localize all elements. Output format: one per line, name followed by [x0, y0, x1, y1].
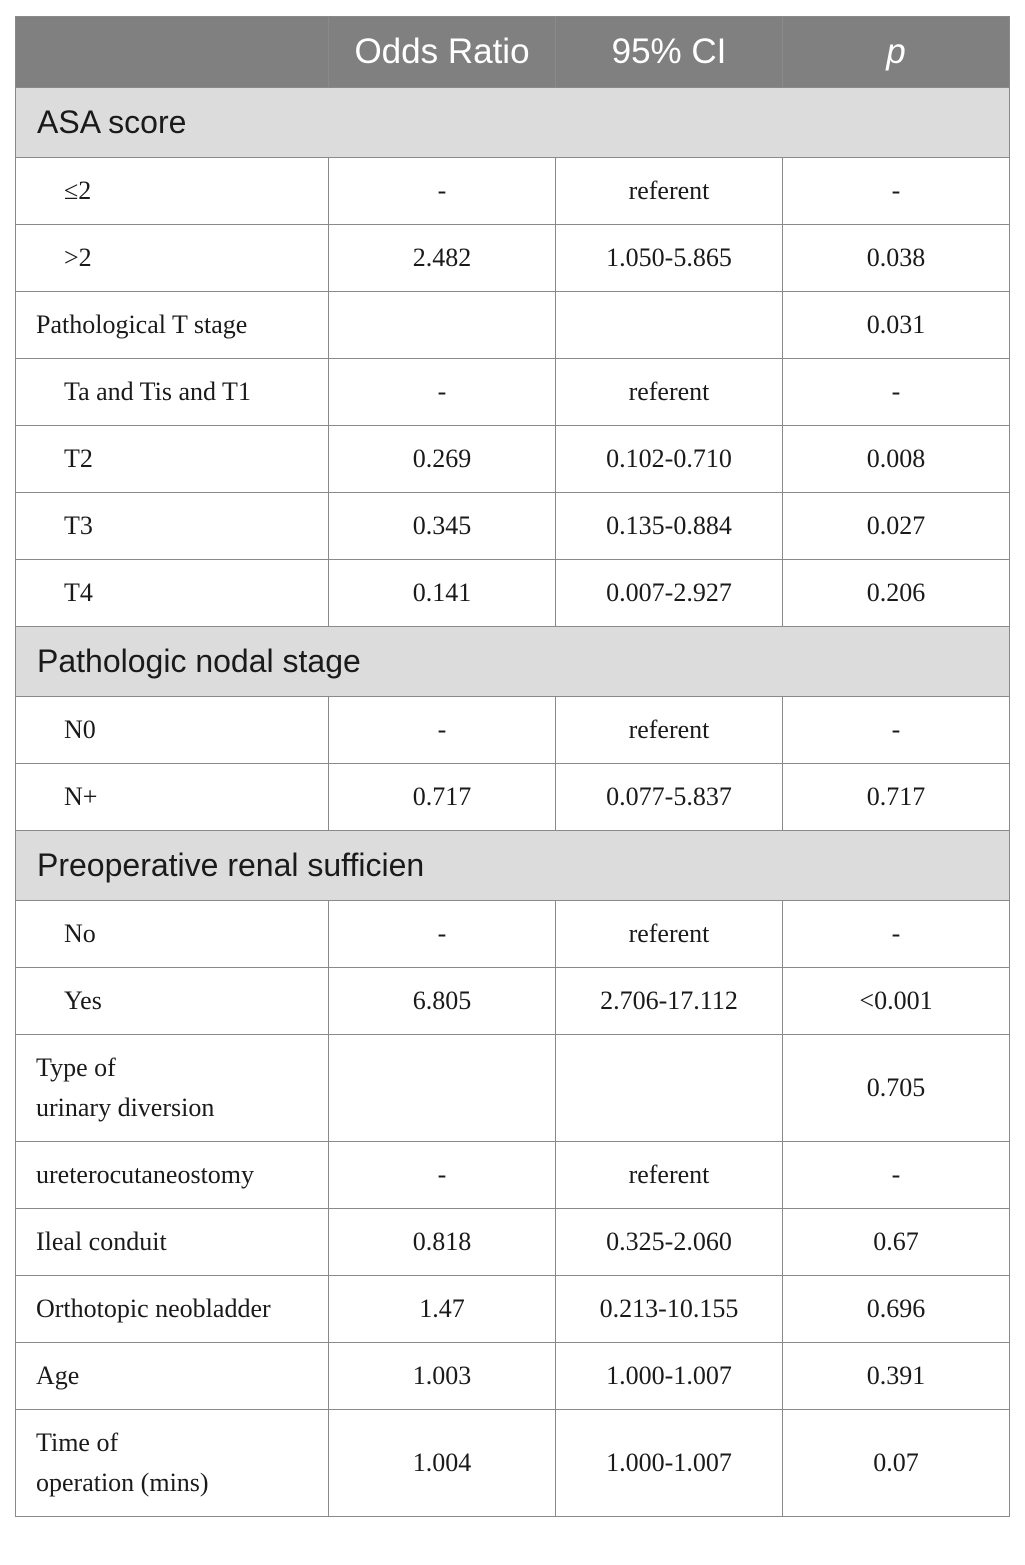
row-label: T4 — [16, 560, 329, 627]
ci-cell: 0.325-2.060 — [556, 1209, 783, 1276]
row-label: Yes — [16, 968, 329, 1035]
section-label: Preoperative renal sufficien — [16, 831, 1010, 901]
row-label: Ta and Tis and T1 — [16, 359, 329, 426]
ci-cell: 1.000-1.007 — [556, 1343, 783, 1410]
table-row — [16, 225, 1010, 292]
odds-ratio-cell: 1.47 — [329, 1276, 556, 1343]
ci-cell — [556, 292, 783, 359]
ci-cell: referent — [556, 158, 783, 225]
p-value-cell: 0.67 — [783, 1209, 1010, 1276]
row-label — [16, 1410, 329, 1517]
ci-cell: referent — [556, 697, 783, 764]
table-row — [16, 158, 1010, 225]
p-value-cell: - — [783, 697, 1010, 764]
p-value-cell: 0.391 — [783, 1343, 1010, 1410]
table-row — [16, 1410, 1010, 1517]
header-odds-ratio: Odds Ratio — [329, 17, 556, 88]
row-label: T3 — [16, 493, 329, 560]
row-label: Orthotopic neobladder — [16, 1276, 329, 1343]
row-label: N0 — [16, 697, 329, 764]
ci-cell: 1.000-1.007 — [556, 1410, 783, 1517]
table-row — [16, 901, 1010, 968]
row-label: >2 — [16, 225, 329, 292]
row-label — [16, 1035, 329, 1142]
row-label-line: operation (mins) — [36, 1468, 209, 1497]
section-label: ASA score — [16, 88, 1010, 158]
table-row — [16, 1142, 1010, 1209]
ci-cell: referent — [556, 901, 783, 968]
table-row — [16, 1209, 1010, 1276]
odds-ratio-cell: 2.482 — [329, 225, 556, 292]
table-row — [16, 1343, 1010, 1410]
row-label-line: Time of — [36, 1428, 119, 1457]
odds-ratio-cell: - — [329, 1142, 556, 1209]
table-row — [16, 1276, 1010, 1343]
table-header-row — [16, 17, 1010, 88]
table-row — [16, 1035, 1010, 1142]
ci-cell: 0.077-5.837 — [556, 764, 783, 831]
ci-cell: 1.050-5.865 — [556, 225, 783, 292]
row-label: Age — [16, 1343, 329, 1410]
p-value-cell: <0.001 — [783, 968, 1010, 1035]
odds-ratio-cell: 6.805 — [329, 968, 556, 1035]
odds-ratio-cell: 0.717 — [329, 764, 556, 831]
p-value-cell: 0.717 — [783, 764, 1010, 831]
table-row — [16, 560, 1010, 627]
section-header-row — [16, 831, 1010, 901]
table-row — [16, 697, 1010, 764]
odds-ratio-cell: 0.269 — [329, 426, 556, 493]
row-label: Pathological T stage — [16, 292, 329, 359]
row-label: T2 — [16, 426, 329, 493]
p-value-cell: 0.027 — [783, 493, 1010, 560]
ci-cell: 0.135-0.884 — [556, 493, 783, 560]
odds-ratio-cell: 1.003 — [329, 1343, 556, 1410]
p-value-cell: 0.031 — [783, 292, 1010, 359]
p-value-cell: 0.206 — [783, 560, 1010, 627]
p-value-cell: 0.038 — [783, 225, 1010, 292]
p-value-cell: - — [783, 1142, 1010, 1209]
ci-cell: 0.213-10.155 — [556, 1276, 783, 1343]
section-header-row — [16, 627, 1010, 697]
p-value-cell: - — [783, 901, 1010, 968]
p-value-cell: 0.705 — [783, 1035, 1010, 1142]
odds-ratio-cell: 0.141 — [329, 560, 556, 627]
ci-cell: referent — [556, 359, 783, 426]
row-label: No — [16, 901, 329, 968]
p-value-cell: 0.008 — [783, 426, 1010, 493]
ci-cell: referent — [556, 1142, 783, 1209]
odds-ratio-cell — [329, 292, 556, 359]
row-label: ≤2 — [16, 158, 329, 225]
odds-ratio-cell: - — [329, 901, 556, 968]
header-variable — [16, 17, 329, 88]
row-label-line: Type of — [36, 1053, 116, 1082]
odds-ratio-cell: - — [329, 158, 556, 225]
row-label: N+ — [16, 764, 329, 831]
ci-cell: 0.102-0.710 — [556, 426, 783, 493]
odds-ratio-cell: - — [329, 697, 556, 764]
table-row — [16, 493, 1010, 560]
odds-ratio-cell: 0.818 — [329, 1209, 556, 1276]
table-row — [16, 764, 1010, 831]
header-ci: 95% CI — [556, 17, 783, 88]
table-row — [16, 968, 1010, 1035]
odds-ratio-cell: 0.345 — [329, 493, 556, 560]
row-label-line: urinary diversion — [36, 1093, 215, 1122]
odds-ratio-cell: 1.004 — [329, 1410, 556, 1517]
p-value-cell: 0.07 — [783, 1410, 1010, 1517]
p-value-cell: - — [783, 158, 1010, 225]
ci-cell: 0.007-2.927 — [556, 560, 783, 627]
odds-ratio-table — [15, 16, 1010, 1517]
p-value-cell: - — [783, 359, 1010, 426]
section-header-row — [16, 88, 1010, 158]
table-row — [16, 426, 1010, 493]
row-label: ureterocutaneostomy — [16, 1142, 329, 1209]
odds-ratio-cell — [329, 1035, 556, 1142]
header-p-value: p — [783, 17, 1010, 88]
ci-cell — [556, 1035, 783, 1142]
table-row — [16, 292, 1010, 359]
odds-ratio-cell: - — [329, 359, 556, 426]
row-label: Ileal conduit — [16, 1209, 329, 1276]
ci-cell: 2.706-17.112 — [556, 968, 783, 1035]
table-row — [16, 359, 1010, 426]
section-label: Pathologic nodal stage — [16, 627, 1010, 697]
p-value-cell: 0.696 — [783, 1276, 1010, 1343]
